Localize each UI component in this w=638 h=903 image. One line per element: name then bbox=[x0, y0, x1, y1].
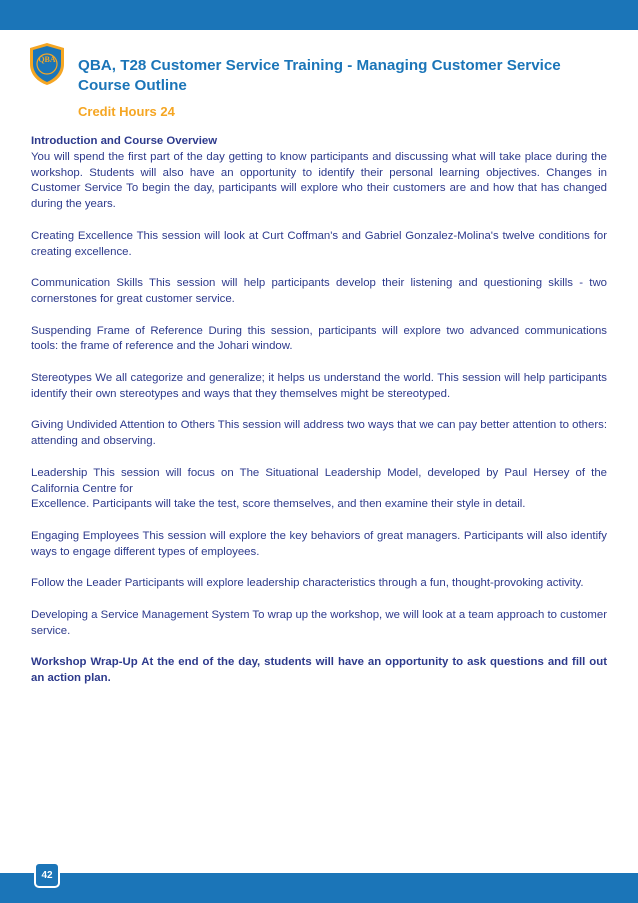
page-number-badge: 42 bbox=[34, 862, 60, 888]
section-paragraph: Stereotypes We all categorize and generalize; it helps us understand the world. This session will help participants identify their own stereotypes and ways that they themselves might be stereotyped. bbox=[31, 371, 607, 400]
leadership-paragraph bbox=[31, 466, 607, 513]
logo-text: QBA bbox=[38, 55, 56, 64]
section-paragraph: Follow the Leader Participants will explore leadership characteristics through a fun, thought-provoking activity. bbox=[31, 577, 584, 590]
section-paragraph: Suspending Frame of Reference During this session, participants will explore two advanced communications tools: the frame of reference and the Johari window. bbox=[31, 324, 607, 353]
wrapup-paragraph: Workshop Wrap-Up At the end of the day, students will have an opportunity to ask questions and fill out an action plan. bbox=[31, 656, 607, 685]
bottom-banner bbox=[0, 873, 638, 903]
intro-text: You will spend the first part of the day getting to know participants and discussing what will take place during the workshop. Students will also have an opportunity to identify their personal learning objectives. Changes in Customer Service To begin the day, participants will explore who their customers are and how that has changed during the years. bbox=[31, 150, 607, 211]
credit-hours: Credit Hours 24 bbox=[78, 104, 175, 119]
leadership-line-2: Excellence. Participants will take the test, score themselves, and then examine their style in detail. bbox=[31, 498, 526, 511]
shield-logo bbox=[28, 42, 66, 86]
intro-paragraph bbox=[31, 134, 607, 213]
section-paragraph: Developing a Service Management System To wrap up the workshop, we will look at a team approach to customer service. bbox=[31, 608, 607, 637]
section-paragraph: Engaging Employees This session will explore the key behaviors of great managers. Participants will also identify ways to engage different types of employees. bbox=[31, 529, 607, 558]
intro-heading: Introduction and Course Overview bbox=[31, 135, 218, 147]
section-paragraph: Communication Skills This session will help participants develop their listening and questioning skills - two cornerstones for great customer service. bbox=[31, 277, 607, 305]
top-banner bbox=[0, 0, 638, 30]
section-paragraph: Creating Excellence This session will look at Curt Coffman's and Gabriel Gonzalez-Molina's twelve conditions for creating excellence. bbox=[31, 229, 607, 258]
title-line-1: QBA, T28 Customer Service Training - Managing Customer Service bbox=[78, 57, 561, 74]
title-line-2: Course Outline bbox=[78, 77, 187, 94]
course-outline-body bbox=[31, 134, 607, 703]
section-paragraph: Giving Undivided Attention to Others This session will address two ways that we can pay better attention to others: attending and observing. bbox=[31, 419, 607, 448]
leadership-line-1: Leadership This session will focus on The Situational Leadership Model, developed by Paul Hersey of the California Centre for bbox=[31, 466, 607, 495]
page-title bbox=[78, 56, 618, 96]
